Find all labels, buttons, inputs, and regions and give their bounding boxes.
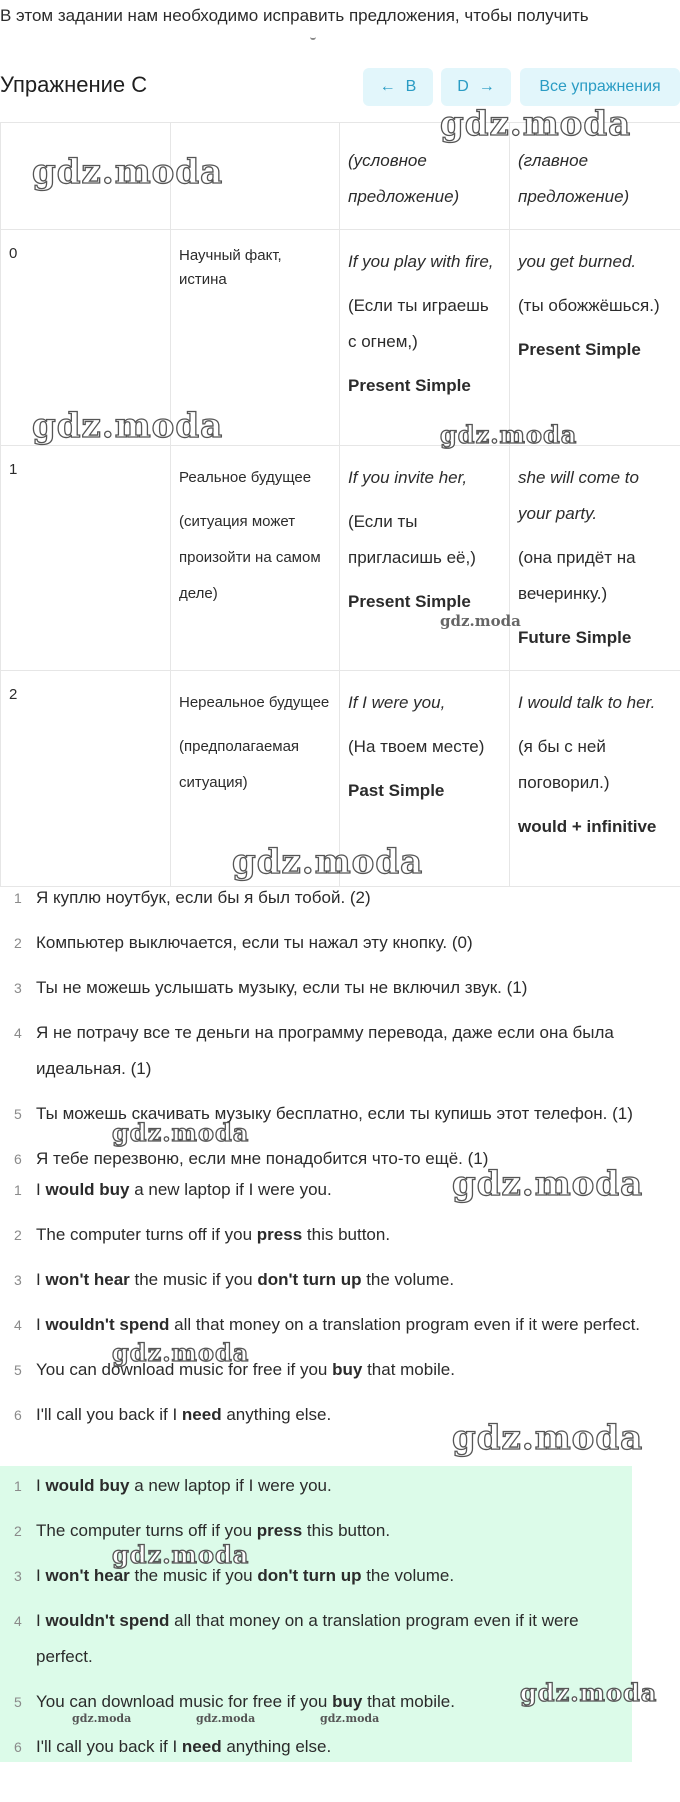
conditional-translation: (Если ты пригласишь её,)	[348, 512, 476, 567]
conditional-type: Научный факт, истина	[179, 247, 282, 288]
item-number: 5	[14, 1106, 22, 1122]
sentence-part: I	[36, 1315, 46, 1334]
list-item	[0, 1307, 680, 1343]
main-clause: I would talk to her.	[518, 693, 656, 712]
english-answer-list-highlighted	[0, 1468, 632, 1774]
table-cell	[340, 123, 510, 230]
conditional-translation: (На твоем месте)	[348, 737, 485, 756]
conditional-translation: (Если ты играешь с огнем,)	[348, 296, 489, 351]
list-item	[0, 1513, 632, 1549]
sentence-part: this button.	[302, 1225, 391, 1244]
item-number: 5	[14, 1694, 22, 1710]
sentence-part: I'll call you back if I	[36, 1405, 182, 1424]
item-number: 6	[14, 1407, 22, 1423]
sentence-text: Компьютер выключается, если ты нажал эту кнопку. (0)	[36, 933, 473, 952]
prev-exercise-button[interactable]	[363, 68, 433, 106]
table-cell	[340, 230, 510, 446]
table-row	[1, 230, 680, 446]
item-number: 1	[14, 1478, 22, 1494]
sentence-part: all that money on a translation program even if it were perfect.	[36, 1611, 579, 1666]
sentence-text: Я тебе перезвоню, если мне понадобится что-то ещё. (1)	[36, 1149, 489, 1168]
condition-header: (условное предложение)	[348, 151, 460, 206]
watermark: gdz.moda	[452, 1164, 644, 1204]
table-cell	[510, 671, 680, 887]
sentence-part: the volume.	[361, 1270, 455, 1289]
next-exercise-button[interactable]	[441, 68, 511, 106]
sentence-part: The computer turns off if you	[36, 1521, 257, 1540]
watermark: gdz.moda	[440, 104, 632, 144]
sentence-part: I'll call you back if I	[36, 1737, 182, 1756]
watermark: gdz.moda	[440, 420, 578, 449]
item-number: 1	[14, 1182, 22, 1198]
list-item	[0, 1468, 632, 1504]
watermark: gdz.moda	[112, 1118, 250, 1147]
sentence-part: that mobile.	[362, 1360, 455, 1379]
sentence-part: You can download music for free if you	[36, 1692, 333, 1711]
english-answer-list	[0, 1172, 680, 1442]
main-clause: you get burned.	[518, 252, 637, 271]
sentence-text: Я не потрачу все те деньги на программу перевода, даже если она была идеальная. (1)	[36, 1023, 614, 1078]
conditional-clause: If you play with fire,	[348, 252, 494, 271]
table-row	[1, 671, 680, 887]
exercise-header	[0, 68, 680, 104]
table-cell	[340, 671, 510, 887]
watermark: gdz.moda	[232, 842, 424, 882]
main-clause-tense: Future Simple	[518, 628, 632, 647]
item-number: 3	[14, 1568, 22, 1584]
main-clause-translation: (я бы с ней поговорил.)	[518, 737, 610, 792]
watermark: gdz.moda	[320, 1712, 380, 1725]
list-item	[0, 1172, 680, 1208]
prev-exercise-label: B	[405, 78, 417, 95]
list-item	[0, 1262, 680, 1298]
russian-sentence-list	[0, 880, 680, 1186]
truncated-text-mark	[310, 36, 316, 40]
table-cell	[171, 230, 340, 446]
watermark: gdz.moda	[440, 612, 521, 630]
sentence-part: the music if you	[129, 1566, 258, 1585]
item-number: 3	[14, 980, 22, 996]
highlighted-verb: won't hear	[45, 1566, 130, 1585]
sentence-part: a new laptop if I were you.	[129, 1180, 332, 1199]
list-item	[0, 1603, 632, 1675]
sentence-part: I	[36, 1566, 46, 1585]
sentence-part: anything else.	[221, 1737, 332, 1756]
page-title: Упражнение C	[0, 72, 148, 97]
highlighted-verb: would buy	[45, 1180, 130, 1199]
sentence-part: the volume.	[361, 1566, 455, 1585]
item-number: 4	[14, 1025, 22, 1041]
conditional-tense: Past Simple	[348, 781, 445, 800]
all-exercises-button[interactable]	[520, 68, 680, 106]
sentence-text: Я куплю ноутбук, если бы я был тобой. (2)	[36, 888, 371, 907]
table-header-row	[1, 123, 680, 230]
highlighted-verb: don't turn up	[257, 1270, 362, 1289]
list-item	[0, 1217, 680, 1253]
conditional-type: Реальное будущее	[179, 469, 312, 486]
conditional-type: Нереальное будущее	[179, 694, 330, 711]
conditional-type-note: (ситуация может произойти на самом деле)	[179, 513, 321, 602]
watermark: gdz.moda	[196, 1712, 256, 1725]
table-cell	[510, 446, 680, 671]
sentence-part: this button.	[302, 1521, 391, 1540]
highlighted-verb: need	[181, 1737, 222, 1756]
all-exercises-label: Все упражнения	[539, 78, 661, 95]
highlighted-verb: wouldn't spend	[45, 1611, 170, 1630]
watermark: gdz.moda	[520, 1678, 658, 1707]
item-number: 3	[14, 1272, 22, 1288]
arrow-left-icon: ←	[379, 78, 396, 95]
list-item	[0, 1015, 680, 1087]
item-number: 1	[14, 890, 22, 906]
highlighted-verb: need	[181, 1405, 222, 1424]
list-item	[0, 1096, 680, 1132]
main-clause-header: (главное предложение)	[518, 151, 630, 206]
item-number: 2	[14, 935, 22, 951]
sentence-part: I	[36, 1611, 46, 1630]
item-number: 6	[14, 1739, 22, 1755]
watermark: gdz.moda	[32, 406, 224, 446]
highlighted-verb: press	[256, 1521, 303, 1540]
sentence-part: You can download music for free if you	[36, 1360, 333, 1379]
next-exercise-label: D	[457, 78, 469, 95]
watermark: gdz.moda	[32, 152, 224, 192]
item-number: 5	[14, 1362, 22, 1378]
list-item	[0, 1729, 632, 1765]
main-clause-tense: would + infinitive	[518, 817, 657, 836]
table-cell	[510, 230, 680, 446]
item-number: 2	[14, 1523, 22, 1539]
list-item	[0, 1684, 632, 1720]
item-number: 4	[14, 1317, 22, 1333]
sentence-part: all that money on a translation program even if it were perfect.	[169, 1315, 641, 1334]
conditionals-table	[0, 122, 680, 887]
item-number: 4	[14, 1613, 22, 1629]
main-clause: she will come to your party.	[518, 468, 639, 523]
sentence-part: The computer turns off if you	[36, 1225, 257, 1244]
list-item	[0, 1558, 632, 1594]
main-clause-tense: Present Simple	[518, 340, 641, 359]
list-item	[0, 880, 680, 916]
row-number: 2	[1, 671, 171, 887]
row-number: 0	[1, 230, 171, 446]
highlighted-verb: buy	[332, 1692, 363, 1711]
sentence-part: I	[36, 1180, 46, 1199]
main-clause-translation: (она придёт на вечеринку.)	[518, 548, 636, 603]
table-row	[1, 446, 680, 671]
arrow-right-icon: →	[478, 78, 495, 95]
watermark: gdz.moda	[112, 1338, 250, 1367]
item-number: 2	[14, 1227, 22, 1243]
sentence-part: I	[36, 1476, 46, 1495]
table-cell	[510, 123, 680, 230]
table-cell	[171, 671, 340, 887]
sentence-part: anything else.	[221, 1405, 332, 1424]
conditional-tense: Present Simple	[348, 592, 471, 611]
table-cell	[171, 446, 340, 671]
highlighted-verb: would buy	[45, 1476, 130, 1495]
table-cell	[340, 446, 510, 671]
watermark: gdz.moda	[72, 1712, 132, 1725]
conditional-clause: If I were you,	[348, 693, 446, 712]
list-item	[0, 970, 680, 1006]
sentence-part: a new laptop if I were you.	[129, 1476, 332, 1495]
highlighted-verb: wouldn't spend	[45, 1315, 170, 1334]
table-cell	[171, 123, 340, 230]
watermark: gdz.moda	[452, 1418, 644, 1458]
table-cell	[1, 123, 171, 230]
sentence-part: I	[36, 1270, 46, 1289]
conditional-type-note: (предполагаемая ситуация)	[179, 738, 300, 791]
sentence-text: Ты не можешь услышать музыку, если ты не включил звук. (1)	[36, 978, 528, 997]
highlighted-verb: won't hear	[45, 1270, 130, 1289]
watermark: gdz.moda	[112, 1540, 250, 1569]
item-number: 6	[14, 1151, 22, 1167]
sentence-part: the music if you	[129, 1270, 258, 1289]
conditional-clause: If you invite her,	[348, 468, 468, 487]
highlighted-verb: buy	[332, 1360, 363, 1379]
highlighted-verb: press	[256, 1225, 303, 1244]
conditional-tense: Present Simple	[348, 376, 471, 395]
list-item	[0, 1352, 680, 1388]
main-clause-translation: (ты обожжёшься.)	[518, 296, 660, 315]
row-number: 1	[1, 446, 171, 671]
sentence-text: Ты можешь скачивать музыку бесплатно, если ты купишь этот телефон. (1)	[36, 1104, 633, 1123]
list-item	[0, 1397, 680, 1433]
intro-text: В этом задании нам необходимо исправить предложения, чтобы получить	[0, 6, 589, 25]
sentence-part: that mobile.	[362, 1692, 455, 1711]
list-item	[0, 925, 680, 961]
highlighted-verb: don't turn up	[257, 1566, 362, 1585]
